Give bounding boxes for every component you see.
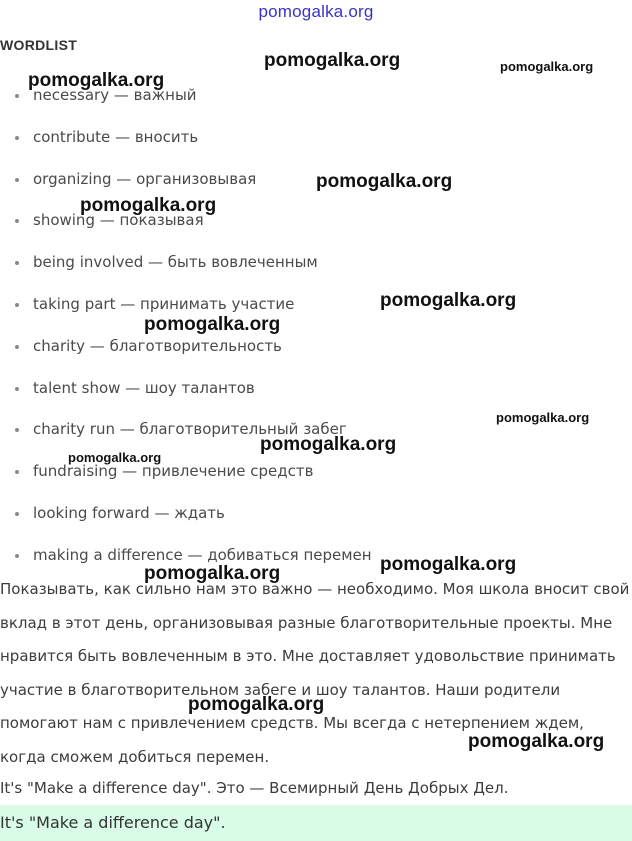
watermark: pomogalka.org (260, 434, 397, 455)
bullet-icon (15, 470, 19, 474)
watermark: pomogalka.org (316, 171, 453, 192)
watermark: pomogalka.org (264, 50, 401, 71)
paragraph-line: помогают нам с привлечением средств. Мы всегда с нетерпением ждем, (0, 714, 584, 732)
paragraph-line: когда сможем добиться перемен. (0, 747, 270, 766)
bullet-icon (15, 303, 19, 307)
site-link[interactable]: pomogalka.org (258, 2, 374, 21)
watermark: pomogalka.org (500, 59, 594, 74)
list-item (0, 493, 372, 535)
watermark: pomogalka.org (380, 554, 517, 575)
bullet-icon (15, 428, 19, 432)
list-item (0, 242, 372, 284)
list-item-text: necessary — важный (33, 86, 197, 104)
paragraph-line: вклад в этот день, организовывая разные благотворительные проекты. Мне (0, 613, 613, 632)
bullet-icon (15, 219, 19, 223)
list-item-text: fundraising — привлечение средств (33, 462, 314, 481)
bullet-icon (15, 554, 19, 558)
list-item-text: taking part — принимать участие (33, 294, 295, 313)
watermark: pomogalka.org (68, 450, 162, 465)
bullet-icon (15, 136, 19, 140)
watermark: pomogalka.org (80, 195, 217, 216)
paragraph-line: Показывать, как сильно нам это важно — необходимо. Моя школа вносит свой (0, 580, 630, 598)
list-item-text: being involved — быть вовлеченным (33, 253, 318, 272)
summary-line: It's "Make a difference day". Это — Всемирный День Добрых Дел. (0, 779, 509, 797)
list-item-text: charity — благотворительность (33, 336, 282, 355)
list-item (0, 451, 372, 493)
bullet-icon (15, 261, 19, 265)
watermark: pomogalka.org (468, 731, 605, 752)
bullet-icon (15, 387, 19, 391)
watermark: pomogalka.org (144, 314, 281, 335)
answer-box: It's "Make a difference day". (0, 805, 632, 841)
wordlist-title: WORDLIST (0, 37, 78, 53)
list-item (0, 117, 372, 159)
watermark: pomogalka.org (28, 70, 165, 91)
list-item-text: showing — показывая (33, 211, 204, 230)
watermark: pomogalka.org (380, 290, 517, 311)
bullet-icon (15, 345, 19, 349)
list-item-text: organizing — организовывая (33, 169, 257, 188)
list-item-text: charity run — благотворительный забег (33, 420, 347, 439)
list-item (0, 368, 372, 410)
bullet-icon (15, 178, 19, 182)
watermark: pomogalka.org (144, 563, 281, 584)
bullet-icon (15, 512, 19, 516)
watermark: pomogalka.org (188, 694, 325, 715)
list-item-text: looking forward — ждать (33, 503, 225, 522)
list-item-text: talent show — шоу талантов (33, 378, 255, 397)
paragraph-line: нравится быть вовлеченным в это. Мне доставляет удовольствие принимать (0, 647, 616, 665)
paragraph-line: участие в благотворительном забеге и шоу талантов. Наши родители (0, 680, 561, 699)
list-item-text: contribute — вносить (33, 127, 199, 146)
bullet-icon (15, 94, 19, 98)
list-item-text: making a difference — добиваться перемен (33, 545, 372, 564)
watermark: pomogalka.org (496, 410, 590, 425)
